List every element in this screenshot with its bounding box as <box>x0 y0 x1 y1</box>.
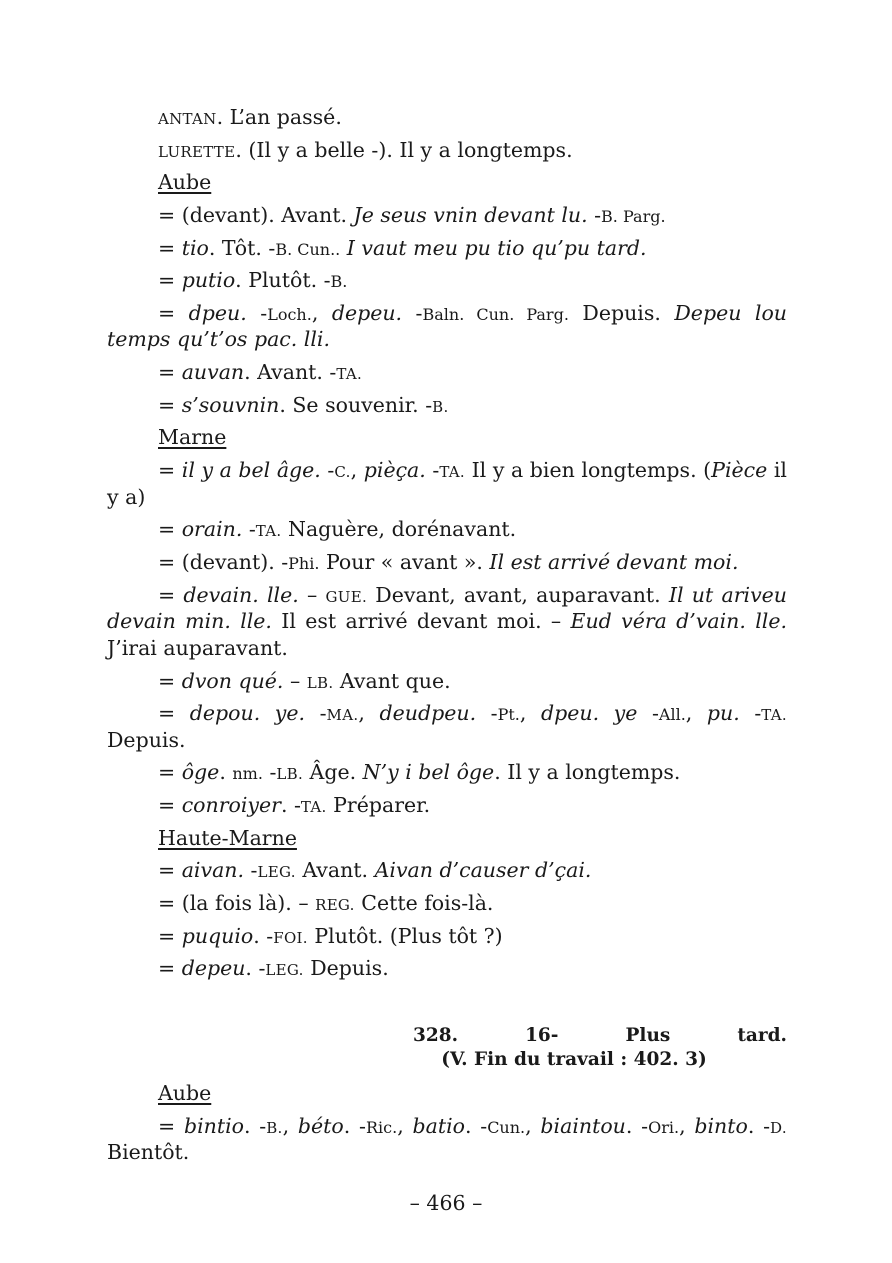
source-abbrev: Ric. <box>365 1117 398 1137</box>
text: , <box>311 300 332 325</box>
source-abbrev: Loch. <box>267 304 312 324</box>
text: - <box>262 760 277 785</box>
text: Devant, avant, auparavant. <box>367 582 669 607</box>
term: tio <box>181 235 209 260</box>
term: s’souvnin <box>181 392 280 417</box>
text: . Avant. - <box>244 360 337 385</box>
page-number: – 466 – <box>409 1191 483 1215</box>
source-abbrev: Ori. <box>648 1117 680 1137</box>
entry <box>107 955 787 982</box>
text: Bientôt. <box>107 1140 190 1165</box>
entry <box>107 792 787 819</box>
source-abbrev: LB. <box>306 673 334 692</box>
text: Âge. <box>303 760 363 785</box>
text: . - <box>464 1113 488 1138</box>
source-abbrev: LEG. <box>257 863 296 882</box>
term: puquio <box>181 923 254 948</box>
section-number: 328. <box>413 1024 459 1046</box>
section-heading <box>107 1024 787 1072</box>
entry <box>107 300 787 353</box>
term: ôge <box>181 760 220 785</box>
example: Il est arrivé devant moi. <box>489 549 739 574</box>
region-label: Marne <box>158 425 227 450</box>
text: = <box>158 582 184 607</box>
region-label: Aube <box>158 170 212 195</box>
region-heading-haute-marne <box>107 825 787 852</box>
term: auvan <box>181 360 245 385</box>
text: il y a) <box>107 458 787 509</box>
text: , <box>397 1113 413 1138</box>
text: . - <box>625 1113 649 1138</box>
source-abbrev: TA. <box>761 706 787 725</box>
source-abbrev: MA. <box>326 706 359 725</box>
term: binto <box>694 1113 748 1138</box>
entry <box>107 392 787 419</box>
term: Pièce <box>711 458 768 483</box>
text: - <box>402 300 423 325</box>
text: = <box>158 668 182 693</box>
text: Depuis. <box>107 727 186 752</box>
source-abbrev: TA. <box>336 365 363 384</box>
text: = <box>158 923 182 948</box>
headword: LURETTE <box>158 142 236 161</box>
text: Cette fois-là. <box>354 891 494 916</box>
entry-antan <box>107 104 787 131</box>
text: . - <box>253 923 274 948</box>
region-heading-aube <box>107 1080 787 1107</box>
entry <box>107 759 787 786</box>
text: = <box>158 760 182 785</box>
term: pièça. <box>363 458 426 483</box>
region-heading-aube <box>107 169 787 196</box>
text: - <box>320 458 335 483</box>
example: Il ut ariveu devain min. lle. <box>107 582 787 634</box>
entry <box>107 582 787 662</box>
text: Avant que. <box>333 668 451 693</box>
term: devain. lle. <box>183 582 299 607</box>
text: - <box>739 701 762 726</box>
example: Aivan d’causer d’çai. <box>374 858 592 883</box>
text: - <box>587 202 602 227</box>
entry-lurette <box>107 137 787 164</box>
example: Depeu lou temps qu’t’os pac. lli. <box>107 300 787 352</box>
text: = <box>158 268 182 293</box>
text: – <box>283 668 307 693</box>
term: depeu <box>181 956 246 981</box>
term: dpeu. ye <box>541 701 638 726</box>
text: . - <box>747 1113 771 1138</box>
text: . Se souvenir. - <box>279 392 433 417</box>
text: = <box>158 956 182 981</box>
source-abbrev: LB. <box>276 765 304 784</box>
source-abbrev: Phi. <box>288 553 320 573</box>
text: , <box>519 701 541 726</box>
text: , <box>358 701 380 726</box>
source-abbrev: FOI. <box>273 928 308 947</box>
term: béto <box>297 1113 344 1138</box>
example: Eud véra d’vain. lle. <box>570 609 787 634</box>
text: Il est arrivé devant moi. – <box>271 609 571 634</box>
section-title <box>107 1024 787 1048</box>
entry <box>107 359 787 386</box>
term: bintio <box>183 1113 244 1138</box>
entry <box>107 235 787 262</box>
text: - <box>425 458 440 483</box>
text: . Il y a longtemps. <box>494 760 681 785</box>
entry <box>107 923 787 950</box>
text: Préparer. <box>326 793 431 818</box>
source-abbrev: TA. <box>255 522 282 541</box>
text: . - <box>245 956 266 981</box>
text: Il y a bien longtemps. ( <box>465 458 712 483</box>
entry <box>107 700 787 753</box>
section-title-word: Plus <box>625 1024 671 1046</box>
text: = <box>158 1113 184 1138</box>
entry <box>107 1113 787 1166</box>
text: = <box>158 360 182 385</box>
term: conroiyer <box>181 793 281 818</box>
source-abbrev: REG. <box>315 896 355 915</box>
region-heading-marne <box>107 424 787 451</box>
text: = <box>158 793 182 818</box>
text: – <box>298 582 326 607</box>
source-abbrev: Baln. Cun. Parg. <box>422 304 569 324</box>
text: . - <box>243 1113 267 1138</box>
text: = <box>158 701 190 726</box>
term: pu. <box>706 701 740 726</box>
text: = <box>158 517 182 542</box>
source-abbrev: LEG. <box>265 961 304 980</box>
term: depeu. <box>331 300 403 325</box>
term: dvon qué. <box>181 668 284 693</box>
text: . - <box>280 793 301 818</box>
text: = (devant). Avant. <box>158 202 354 227</box>
source-abbrev: B. <box>266 1118 283 1137</box>
section-title-word: tard. <box>737 1024 787 1046</box>
text: . - <box>343 1113 366 1138</box>
entry <box>107 857 787 884</box>
text: = (la fois là). – <box>158 891 316 916</box>
source-abbrev: Cun. <box>487 1117 526 1137</box>
term: dpeu. <box>188 300 247 325</box>
term: depou. ye. <box>189 701 306 726</box>
text: , <box>282 1113 298 1138</box>
definition: . L’an passé. <box>216 105 342 129</box>
source-abbrev: B. Parg. <box>601 206 666 226</box>
entry <box>107 202 787 229</box>
entry <box>107 549 787 576</box>
region-label: Aube <box>158 1081 212 1106</box>
entry <box>107 516 787 543</box>
text: Plutôt. (Plus tôt ?) <box>307 923 503 948</box>
text: - <box>244 858 258 883</box>
entry <box>107 890 787 917</box>
headword: ANTAN <box>158 110 217 128</box>
source-abbrev: B. Cun.. <box>275 239 341 259</box>
text: , <box>525 1113 541 1138</box>
source-abbrev: D. <box>770 1118 787 1137</box>
text: J’irai auparavant. <box>107 635 288 660</box>
source-abbrev: B. <box>432 397 449 416</box>
section-subtitle: (V. Fin du travail : 402. 3) <box>441 1048 707 1070</box>
entry <box>107 457 787 510</box>
text: - <box>305 701 327 726</box>
term: biaintou <box>540 1113 626 1138</box>
term: putio <box>181 268 236 293</box>
source-abbrev: All. <box>658 705 686 725</box>
text: , <box>350 458 364 483</box>
text: - <box>246 300 268 325</box>
text: Naguère, dorénavant. <box>281 517 517 542</box>
text: Avant. <box>295 858 375 883</box>
text: , <box>679 1113 695 1138</box>
text: . <box>219 760 233 785</box>
entry <box>107 267 787 294</box>
source-abbrev: GUE. <box>325 587 368 606</box>
term: il y a bel âge. <box>181 458 321 483</box>
source-abbrev: TA. <box>300 798 327 817</box>
term: orain. <box>181 517 243 542</box>
source-abbrev: TA. <box>439 463 465 482</box>
example: Je seus vnin devant lu. <box>353 202 588 227</box>
region-label: Haute-Marne <box>158 825 297 850</box>
text: - <box>637 701 659 726</box>
text: , <box>685 701 707 726</box>
example: I vaut meu pu tio qu’pu tard. <box>346 235 647 260</box>
source-abbrev: C. <box>334 463 351 482</box>
definition: . (Il y a belle -). Il y a longtemps. <box>235 137 573 162</box>
text: . Plutôt. - <box>235 268 331 293</box>
entry <box>107 668 787 695</box>
text: . Tôt. - <box>208 235 276 260</box>
text: = <box>158 300 189 325</box>
section-index: 16- <box>525 1024 559 1046</box>
text: - <box>476 701 498 726</box>
text: Depuis. <box>568 300 675 325</box>
text: - <box>242 517 256 542</box>
term: aivan. <box>181 858 245 883</box>
text: = <box>158 858 182 883</box>
source-abbrev: B. <box>330 272 348 292</box>
text: = <box>158 235 182 260</box>
text: Depuis. <box>303 956 389 981</box>
term: deudpeu. <box>379 701 477 726</box>
document-body <box>107 104 787 1172</box>
text: Pour « avant ». <box>319 549 490 574</box>
grammar-abbrev: nm. <box>232 764 263 784</box>
text: = <box>158 458 182 483</box>
example: N’y i bel ôge <box>362 760 495 785</box>
text: = <box>158 392 182 417</box>
source-abbrev: Pt. <box>497 705 520 725</box>
term: batio <box>412 1113 465 1138</box>
text: = (devant). - <box>158 549 289 574</box>
